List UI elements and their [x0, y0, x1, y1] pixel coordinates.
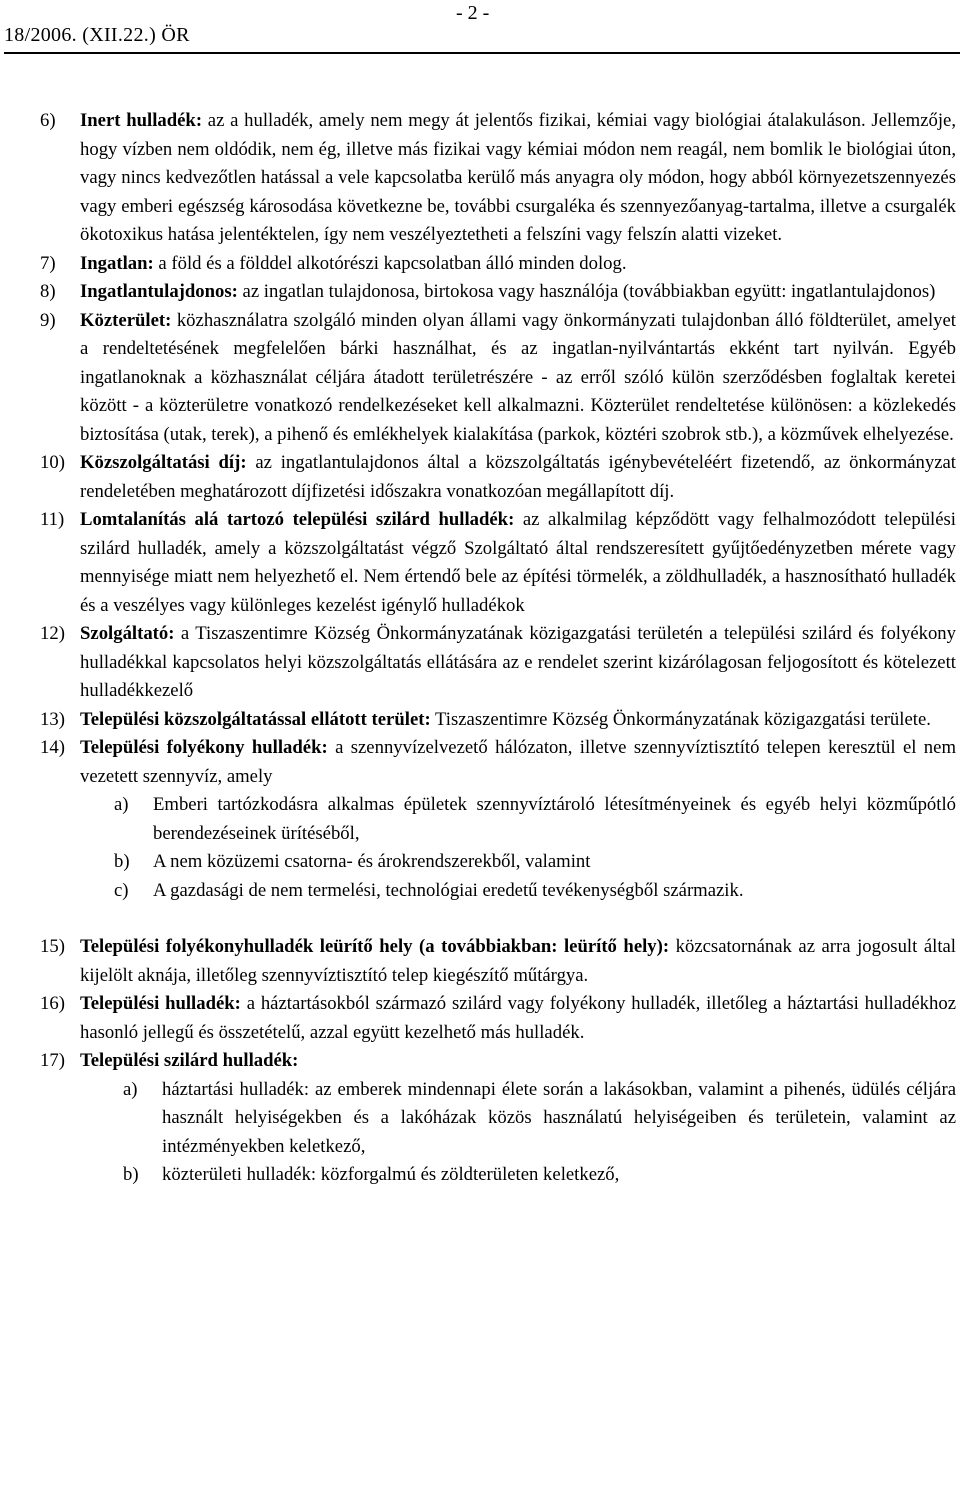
item-number: 17) — [40, 1050, 65, 1071]
item-text: a háztartásokból származó szilárd vagy folyékony hulladék, illetőleg a háztartási hulladékhoz hasonló jellegű és összetételű, azzal együtt kezelhető más hulladék. — [80, 993, 956, 1043]
item-number: 12) — [40, 623, 65, 644]
item-text: közhasználatra szolgáló minden olyan állami vagy önkormányzati tulajdonban álló földterület, amelyet a rendeltetésének megfelelően bárki használhat, és az ingatlan-nyilvántartás ekként tart nyilván. Egyéb ingatlanoknak a közhasználat céljára átadott területrészére - az erről szóló külön szerződésben foglaltak keretei között - a közterületre vonatkozó rendelkezéseket kell alkalmazni. Közterület rendeltetése különösen: a közlekedés biztosítása (utak, terek), a pihenő és emlékhelyek kialakítása (parkok, köztéri szobrok stb.), a közművek elhelyezése. — [80, 309, 956, 445]
definition-item-10 — [0, 449, 960, 506]
sub-item — [0, 1161, 960, 1190]
sub-item-letter: c) — [114, 879, 129, 901]
definitions-list — [0, 107, 960, 1190]
item-text: az alkalmilag képződött vagy felhalmozódott települési szilárd hulladék, amely a közszolgáltatást végző Szolgáltató által rendszeresített gyűjtőedényzetben mérete vagy mennyisége miatt nem helyezhető el. Nem értendő bele az építési törmelék, a zöldhulladék, a hasznosítható hulladék és a veszélyes vagy különleges kezelést igénylő hulladékok — [80, 509, 956, 616]
item-number: 15) — [40, 936, 65, 957]
item-number: 13) — [40, 708, 65, 730]
item-text: az ingatlan tulajdonosa, birtokosa vagy használója (továbbiakban együtt: ingatlantulajdonos) — [237, 281, 936, 302]
definition-item-13 — [0, 706, 960, 735]
sub-item-letter: a) — [114, 794, 129, 815]
item-term: Közszolgáltatási díj: — [80, 452, 247, 473]
item-text: közcsatornának az arra jogosult által kijelölt aknája, illetőleg szennyvíztisztító telep kiegészítő műtárgya. — [80, 936, 956, 986]
item-text: a szennyvízelvezető hálózaton, illetve szennyvíztisztító telepen keresztül el nem vezetett szennyvíz, amely — [80, 737, 956, 787]
definition-item-9 — [0, 307, 960, 450]
definition-item-17 — [0, 1047, 960, 1076]
sub-item-text: A nem közüzemi csatorna- és árokrendszerekből, valamint — [153, 851, 591, 872]
item-number: 6) — [40, 110, 56, 131]
item-text: az ingatlantulajdonos által a közszolgáltatás igénybevételéért fizetendő, az önkormányzat rendeletében meghatározott díjfizetési időszakra vonatkozóan megállapított díj. — [80, 452, 957, 502]
item-number: 9) — [40, 309, 56, 331]
sub-item-text: háztartási hulladék: az emberek mindennapi élete során a lakásokban, valamint a pihenés, üdülés céljára használt helyiségekben és a lakóházak közös használatú helyiségeiben és területein, valamint az intézményekben keletkező, — [162, 1078, 956, 1157]
sub-item — [0, 877, 960, 906]
item-number: 8) — [40, 281, 56, 302]
sub-item-text: Emberi tartózkodásra alkalmas épületek szennyvíztároló létesítményeinek és egyéb helyi közműpótló berendezéseinek ürítéséből, — [153, 794, 956, 844]
definition-item-6 — [0, 107, 960, 250]
definition-item-12 — [0, 620, 960, 706]
definition-item-14 — [0, 734, 960, 791]
sub-item-letter: b) — [123, 1164, 139, 1185]
item-number: 16) — [40, 993, 65, 1014]
page-number: - 2 - — [456, 2, 490, 24]
item-number: 14) — [40, 737, 65, 758]
definition-item-16 — [0, 990, 960, 1047]
sub-item — [0, 1076, 960, 1162]
definition-item-11 — [0, 506, 960, 620]
document-reference: 18/2006. (XII.22.) ÖR — [4, 24, 190, 46]
header-divider — [4, 52, 960, 54]
sub-item — [0, 848, 960, 877]
sub-item-text: közterületi hulladék: közforgalmú és zöldterületen keletkező, — [162, 1164, 620, 1185]
item-term: Inert hulladék: — [80, 110, 203, 131]
item-term: Szolgáltató: — [80, 623, 175, 644]
item-term: Települési hulladék: — [80, 993, 241, 1014]
item-term: Települési folyékonyhulladék leürítő hely (a továbbiakban: leürítő hely): — [80, 936, 670, 957]
item-term: Ingatlantulajdonos: — [80, 281, 238, 302]
sub-item — [0, 791, 960, 848]
spacer — [0, 905, 960, 933]
item-term: Ingatlan: — [80, 252, 154, 274]
item-term: Települési folyékony hulladék: — [80, 737, 328, 758]
item-term: Lomtalanítás alá tartozó települési szilárd hulladék: — [80, 509, 515, 530]
definition-item-8 — [0, 278, 960, 307]
sub-item-text: A gazdasági de nem termelési, technológiai eredetű tevékenységből származik. — [153, 879, 744, 901]
definition-item-7 — [0, 250, 960, 279]
item-text: az a hulladék, amely nem megy át jelentős fizikai, kémiai vagy biológiai átalakuláson. Jellemzője, hogy vízben nem oldódik, nem ég, illetve más fizikai vagy kémiai módon nem reagál, nem bomlik le biológiai úton, vagy nincs kedvezőtlen hatással a vele kapcsolatba kerülő más anyagra oly módon, hogy abból környezetszennyezés vagy emberi egészség károsodása következne be, további csurgaléka és szennyezőanyag-tartalma, illetve a csurgalék ökotoxikus hatása jelentéktelen, így nem veszélyeztetheti a felszíni vagy felszín alatti vizeket. — [80, 110, 956, 245]
item-term: Települési szilárd hulladék: — [80, 1050, 299, 1071]
item-text: Tiszaszentimre Község Önkormányzatának közigazgatási területe. — [430, 708, 931, 730]
item-term: Települési közszolgáltatással ellátott terület: — [80, 708, 431, 730]
item-number: 10) — [40, 452, 65, 473]
item-term: Közterület: — [80, 309, 172, 331]
item-number: 11) — [40, 509, 65, 530]
definition-item-15 — [0, 933, 960, 990]
sub-item-letter: b) — [114, 851, 130, 872]
sub-item-letter: a) — [123, 1078, 138, 1100]
item-number: 7) — [40, 252, 56, 274]
item-text: a Tiszaszentimre Község Önkormányzatának közigazgatási területén a települési szilárd és folyékony hulladékkal kapcsolatos helyi közszolgáltatás ellátására az e rendelet szerint kizárólagosan feljogosított és kötelezett hulladékkezelő — [80, 623, 956, 701]
item-text: a föld és a földdel alkotórészi kapcsolatban álló minden dolog. — [153, 252, 627, 274]
